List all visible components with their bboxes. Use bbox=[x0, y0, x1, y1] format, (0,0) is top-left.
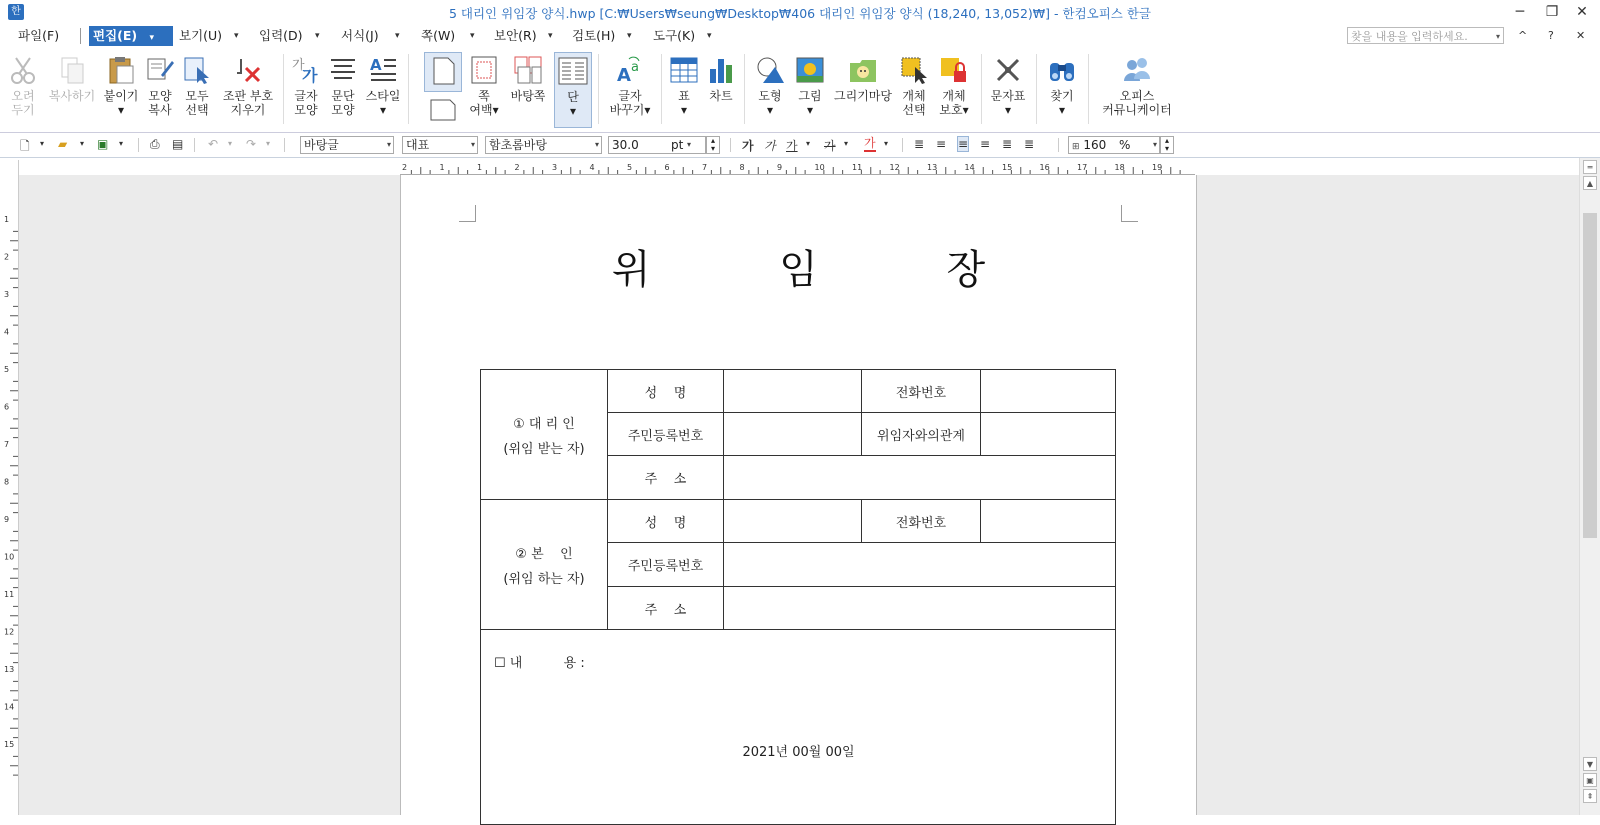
italic-button[interactable]: 가 bbox=[764, 139, 776, 153]
scroll-down-icon[interactable]: ▼ bbox=[1583, 757, 1597, 771]
vertical-ruler[interactable] bbox=[0, 160, 19, 815]
ruler-tick-label: 8 bbox=[4, 477, 10, 487]
ruler-tick-label: 14 bbox=[964, 163, 975, 172]
clipart-label: 그리기마당 bbox=[834, 89, 892, 103]
ruler-tick-label: 8 bbox=[739, 163, 745, 172]
svg-text:가: 가 bbox=[302, 66, 318, 85]
chevron-down-icon[interactable]: ▾ bbox=[1495, 32, 1500, 41]
cut-button[interactable] bbox=[4, 52, 42, 128]
svg-text:가: 가 bbox=[292, 58, 305, 73]
agent-phone-field[interactable] bbox=[981, 370, 1116, 413]
communicator-label-2: 커뮤니케이터 bbox=[1102, 103, 1172, 117]
chevron-down-icon[interactable]: ▾ bbox=[228, 139, 233, 148]
crop-mark bbox=[459, 205, 476, 222]
clear-marks-button[interactable] bbox=[220, 52, 276, 128]
chevron-down-icon[interactable]: ▾ bbox=[806, 139, 811, 148]
content-label: ☐ 내 용 : bbox=[494, 656, 585, 671]
columns-label: 단 bbox=[567, 90, 579, 104]
zoom-icon: ⊞ bbox=[1072, 142, 1080, 152]
scroll-split-icon[interactable]: ═ bbox=[1583, 160, 1597, 174]
style-label: 스타일 bbox=[365, 89, 401, 103]
menu-file[interactable]: 파일(F) bbox=[18, 28, 60, 43]
find-icon bbox=[1047, 55, 1077, 85]
master-page-button[interactable] bbox=[506, 52, 550, 128]
columns-button[interactable] bbox=[554, 52, 592, 128]
svg-text:a: a bbox=[631, 60, 639, 75]
chevron-down-icon[interactable]: ▾ bbox=[395, 31, 400, 41]
ribbon-separator bbox=[661, 54, 662, 124]
svg-text:A: A bbox=[617, 65, 631, 85]
clipart-button[interactable] bbox=[832, 52, 894, 128]
ruler-tick-label: 1 bbox=[477, 163, 483, 172]
strike-button[interactable]: 가 bbox=[824, 139, 836, 153]
font-select-value: 함초롬바탕 bbox=[489, 138, 547, 152]
communicator-icon bbox=[1122, 55, 1152, 85]
ribbon-separator bbox=[1088, 54, 1089, 124]
menu-bar bbox=[0, 24, 1600, 48]
name-label-cell[interactable]: 성 명 bbox=[608, 500, 724, 543]
ribbon-separator bbox=[408, 54, 409, 124]
char-shape-button[interactable] bbox=[290, 52, 322, 128]
ruler-tick-label: 18 bbox=[1114, 163, 1125, 172]
table-dropdown[interactable]: ▾ bbox=[680, 103, 688, 117]
format-painter-label-2: 복사 bbox=[148, 103, 172, 117]
master-page-icon bbox=[513, 55, 543, 85]
ruler-tick-label: 11 bbox=[4, 590, 15, 599]
paste-dropdown[interactable]: ▾ bbox=[117, 103, 125, 117]
date-line[interactable]: 2021년 00월 00일 bbox=[742, 745, 855, 760]
ribbon-separator bbox=[1036, 54, 1037, 124]
ruler-tick-label: 15 bbox=[4, 740, 15, 749]
format-painter-button[interactable] bbox=[144, 52, 176, 128]
chevron-down-icon[interactable]: ▾ bbox=[1152, 140, 1157, 149]
vertical-scrollbar[interactable] bbox=[1579, 158, 1600, 815]
clear-marks-label-1: 조판 부호 bbox=[222, 89, 274, 103]
find-button[interactable] bbox=[1044, 52, 1080, 128]
ruler-tick-label: 4 bbox=[4, 327, 10, 337]
menu-separator bbox=[80, 28, 81, 44]
font-color-button[interactable]: 가 bbox=[864, 136, 876, 150]
clear-marks-label-2: 지우기 bbox=[230, 103, 266, 117]
ruler-tick-label: 4 bbox=[589, 163, 595, 172]
agent-rrn-field[interactable] bbox=[724, 413, 862, 456]
chevron-down-icon[interactable]: ▾ bbox=[686, 140, 691, 149]
bold-button[interactable]: 가 bbox=[742, 139, 754, 153]
master-page-label: 바탕쪽 bbox=[510, 89, 546, 103]
page-view-icon[interactable]: ▣ bbox=[1583, 773, 1597, 787]
select-all-label-2: 선택 bbox=[185, 103, 209, 117]
style-select-value: 바탕글 bbox=[304, 138, 339, 152]
zoom-value: 160 bbox=[1083, 138, 1107, 152]
name-label-cell[interactable]: 성 명 bbox=[608, 370, 724, 413]
zoom-stepper[interactable]: ▴ ▾ bbox=[1160, 136, 1174, 154]
menu-view[interactable]: 보기(U) bbox=[179, 28, 223, 43]
document-title[interactable]: 위 임 장 bbox=[611, 247, 1044, 293]
shape-label: 도형 bbox=[758, 89, 782, 103]
ruler-tick-label: 13 bbox=[927, 163, 938, 172]
ruler-tick-label: 10 bbox=[4, 552, 15, 562]
align-distribute-icon[interactable]: ≣ bbox=[1002, 137, 1013, 151]
ruler-tick-label: 12 bbox=[4, 627, 15, 637]
chart-icon bbox=[706, 55, 736, 85]
chevron-down-icon[interactable]: ▾ bbox=[80, 139, 85, 148]
agent-address-field[interactable] bbox=[724, 456, 1116, 500]
menu-security[interactable]: 보안(R) bbox=[494, 28, 537, 43]
picture-dropdown[interactable]: ▾ bbox=[806, 103, 814, 117]
align-right-icon[interactable]: ≡ bbox=[980, 137, 991, 151]
underline-button[interactable]: 가 bbox=[786, 139, 798, 153]
menu-insert[interactable]: 입력(D) bbox=[259, 28, 303, 43]
chevron-down-icon[interactable]: ▾ bbox=[40, 139, 45, 148]
format-painter-icon bbox=[145, 55, 175, 85]
ribbon-separator bbox=[598, 54, 599, 124]
style-select[interactable] bbox=[300, 136, 394, 154]
find-dropdown[interactable]: ▾ bbox=[1058, 103, 1066, 117]
ruler-tick-label: 7 bbox=[4, 440, 10, 449]
style-dropdown[interactable]: ▾ bbox=[379, 103, 387, 117]
copy-label: 복사하기 bbox=[48, 89, 96, 103]
select-all-label-1: 모두 bbox=[185, 89, 209, 103]
para-shape-button[interactable] bbox=[327, 52, 359, 128]
chevron-down-icon[interactable]: ▾ bbox=[119, 139, 124, 148]
close-doc-icon[interactable]: ✕ bbox=[1576, 29, 1586, 42]
ruler-tick-label: 9 bbox=[777, 163, 783, 172]
relation-label-cell[interactable]: 위임자와의관계 bbox=[862, 413, 981, 456]
scroll-thumb[interactable] bbox=[1583, 213, 1597, 538]
page-icon bbox=[428, 56, 458, 86]
chevron-down-icon[interactable]: ▾ bbox=[266, 139, 271, 148]
clear-marks-icon bbox=[233, 55, 263, 85]
style-icon bbox=[368, 55, 398, 85]
columns-dropdown[interactable]: ▾ bbox=[569, 104, 577, 118]
object-select-button[interactable] bbox=[898, 52, 930, 128]
picture-label: 그림 bbox=[798, 89, 822, 103]
symbol-label: 문자표 bbox=[990, 89, 1026, 103]
principal-address-field[interactable] bbox=[724, 587, 1116, 630]
ruler-tick-label: 14 bbox=[4, 702, 15, 712]
select-all-button[interactable] bbox=[181, 52, 213, 128]
window-title: 5 대리인 위임장 양식.hwp [C:₩Users₩seung₩Desktop₩406 대리인 위임장 양식 (18,240, 13,052)₩] - 한컴오피스 한글 bbox=[448, 6, 1151, 21]
help-icon[interactable]: ? bbox=[1548, 29, 1554, 42]
picture-button[interactable] bbox=[792, 52, 828, 128]
para-shape-label-2: 모양 bbox=[331, 103, 355, 117]
menu-page[interactable]: 쪽(W) bbox=[421, 28, 456, 43]
svg-text:A: A bbox=[370, 56, 382, 74]
object-select-label-2: 선택 bbox=[902, 103, 926, 117]
page-setup-button[interactable] bbox=[424, 52, 462, 92]
align-center-icon[interactable]: ≡ bbox=[958, 137, 969, 151]
menu-tools[interactable]: 도구(K) bbox=[653, 28, 696, 43]
agent-label-cell[interactable] bbox=[481, 370, 608, 500]
chevron-down-icon[interactable]: ▾ bbox=[234, 31, 239, 41]
font-size-input[interactable] bbox=[608, 136, 706, 154]
address-label-cell[interactable]: 주 소 bbox=[608, 456, 724, 500]
replace-char-button[interactable] bbox=[606, 52, 654, 128]
restore-button[interactable]: ❐ bbox=[1545, 4, 1559, 20]
shape-dropdown[interactable]: ▾ bbox=[766, 103, 774, 117]
phone-label-cell[interactable]: 전화번호 bbox=[862, 500, 981, 543]
crop-mark bbox=[1121, 205, 1138, 222]
char-shape-label-2: 모양 bbox=[294, 103, 318, 117]
search-placeholder: 찾을 내용을 입력하세요. bbox=[1351, 30, 1468, 43]
replace-char-label-1: 글자 bbox=[618, 89, 642, 103]
toolbar-separator bbox=[730, 138, 731, 152]
chevron-down-icon[interactable]: ▾ bbox=[470, 140, 475, 149]
agent-relation-field[interactable] bbox=[981, 413, 1116, 456]
redo-icon[interactable]: ↷ bbox=[246, 137, 257, 151]
principal-label-2: (위임 하는 자) bbox=[503, 571, 585, 587]
rrn-label-cell[interactable]: 주민등록번호 bbox=[608, 543, 724, 587]
chevron-down-icon[interactable]: ▾ bbox=[548, 31, 553, 41]
ruler-tick-label: 3 bbox=[552, 163, 558, 172]
ruler-tick-label: 2 bbox=[4, 252, 10, 262]
ruler-tick-label: 16 bbox=[1039, 163, 1050, 172]
title-bar bbox=[0, 0, 1600, 24]
chevron-down-icon[interactable]: ▾ bbox=[627, 31, 632, 41]
char-shape-label-1: 글자 bbox=[294, 89, 318, 103]
para-shape-icon bbox=[328, 55, 358, 85]
font-size-value: 30.0 bbox=[612, 138, 639, 152]
select-all-icon bbox=[182, 55, 212, 85]
ruler-tick-label: 3 bbox=[4, 290, 10, 299]
ruler-tick-label: 5 bbox=[627, 163, 633, 172]
symbol-button[interactable] bbox=[988, 52, 1028, 128]
font-size-unit: pt bbox=[671, 138, 684, 152]
agent-label-2: (위임 받는 자) bbox=[503, 441, 585, 457]
chevron-down-icon[interactable]: ▾ bbox=[594, 140, 599, 149]
communicator-label-1: 오피스 bbox=[1119, 89, 1155, 103]
ribbon-collapse-icon[interactable]: ^ bbox=[1518, 29, 1528, 42]
object-select-icon bbox=[899, 55, 929, 85]
vertical-ruler-ticks bbox=[0, 160, 18, 815]
horizontal-ruler[interactable] bbox=[400, 160, 1195, 175]
ruler-tick-label: 9 bbox=[4, 515, 10, 524]
ruler-tick-label: 2 bbox=[402, 163, 408, 172]
toolbar-separator bbox=[138, 138, 139, 152]
ruler-tick-label: 6 bbox=[4, 402, 10, 412]
menu-review[interactable]: 검토(H) bbox=[572, 28, 616, 43]
object-protect-button[interactable] bbox=[936, 52, 972, 128]
paste-button[interactable] bbox=[102, 52, 140, 128]
style-button[interactable] bbox=[364, 52, 402, 128]
ruler-tick-label: 12 bbox=[889, 163, 900, 172]
page-landscape-icon bbox=[428, 96, 458, 122]
format-toolbar bbox=[0, 133, 1600, 158]
chevron-down-icon[interactable]: ▾ bbox=[844, 139, 849, 148]
new-doc-icon[interactable]: 🗋 bbox=[20, 139, 30, 153]
ruler-tick-label: 19 bbox=[1152, 163, 1163, 172]
menu-edit-label: 편집(E) bbox=[93, 28, 138, 43]
ruler-tick-label: 15 bbox=[1002, 163, 1013, 172]
margin-label-2[interactable]: 여백▾ bbox=[469, 103, 499, 117]
menu-format[interactable]: 서식(J) bbox=[341, 28, 379, 43]
search-input[interactable] bbox=[1347, 27, 1504, 44]
undo-icon[interactable]: ↶ bbox=[208, 137, 219, 151]
toolbar-separator bbox=[284, 138, 285, 152]
principal-label-1: ② 본 인 bbox=[515, 546, 573, 562]
columns-icon bbox=[558, 56, 588, 86]
principal-label-cell[interactable] bbox=[481, 500, 608, 630]
clipart-icon bbox=[848, 55, 878, 85]
font-size-stepper[interactable]: ▴ ▾ bbox=[706, 136, 720, 154]
page-orientation-button[interactable] bbox=[424, 96, 462, 126]
ruler-tick-label: 2 bbox=[514, 163, 520, 172]
font-lang-value: 대표 bbox=[406, 138, 430, 152]
agent-name-field[interactable] bbox=[724, 370, 862, 413]
align-justify-icon[interactable]: ≣ bbox=[914, 137, 925, 151]
chevron-down-icon[interactable]: ▾ bbox=[884, 139, 889, 148]
paste-icon bbox=[106, 55, 136, 85]
principal-rrn-field[interactable] bbox=[724, 543, 1116, 587]
scissors-icon bbox=[8, 55, 38, 85]
zoom-unit: % bbox=[1119, 138, 1131, 152]
menu-edit-chevron-icon: ▾ bbox=[149, 33, 155, 43]
ribbon-separator bbox=[981, 54, 982, 124]
object-protect-label-1: 개체 bbox=[942, 89, 966, 103]
scroll-up-icon[interactable]: ▲ bbox=[1583, 176, 1597, 190]
open-folder-icon[interactable]: ▰ bbox=[58, 137, 68, 151]
toolbar-separator bbox=[194, 138, 195, 152]
object-select-label-1: 개체 bbox=[902, 89, 926, 103]
para-shape-label-1: 문단 bbox=[331, 89, 355, 103]
find-label: 찾기 bbox=[1050, 89, 1074, 103]
chart-label: 차트 bbox=[709, 89, 733, 103]
phone-label-cell[interactable]: 전화번호 bbox=[862, 370, 981, 413]
char-shape-icon bbox=[291, 55, 321, 85]
format-painter-label-1: 모양 bbox=[148, 89, 172, 103]
margin-icon bbox=[469, 55, 499, 85]
save-icon[interactable]: ▣ bbox=[97, 137, 109, 151]
ruler-tick-label: 17 bbox=[1077, 163, 1088, 172]
hwp-app-icon[interactable]: 한 bbox=[8, 4, 24, 20]
chevron-down-icon[interactable]: ▾ bbox=[707, 31, 712, 41]
align-split-icon[interactable]: ≣ bbox=[1024, 137, 1035, 151]
table-button[interactable] bbox=[668, 52, 700, 128]
close-button[interactable]: ✕ bbox=[1576, 4, 1588, 20]
ruler-tick-label: 13 bbox=[4, 665, 15, 674]
ribbon-separator bbox=[283, 54, 284, 124]
replace-char-label-2[interactable]: 바꾸기▾ bbox=[609, 103, 651, 117]
chevron-down-icon[interactable]: ▾ bbox=[315, 31, 320, 41]
picture-icon bbox=[795, 55, 825, 85]
prev-page-icon[interactable]: ⇞ bbox=[1583, 789, 1597, 803]
ruler-tick-label: 6 bbox=[664, 163, 670, 172]
chart-button[interactable] bbox=[705, 52, 737, 128]
font-lang-select[interactable] bbox=[402, 136, 478, 154]
toolbar-separator bbox=[1058, 138, 1059, 152]
rrn-label-cell[interactable]: 주민등록번호 bbox=[608, 413, 724, 456]
object-protect-icon bbox=[939, 55, 969, 85]
copy-icon bbox=[57, 55, 87, 85]
align-left-icon[interactable]: ≡ bbox=[936, 137, 947, 151]
ruler-tick-label: 1 bbox=[4, 215, 10, 224]
ruler-tick-label: 7 bbox=[702, 163, 708, 172]
zoom-input[interactable] bbox=[1068, 136, 1160, 154]
table-icon bbox=[669, 55, 699, 85]
table-label: 표 bbox=[678, 89, 690, 103]
menu-edit[interactable] bbox=[89, 26, 173, 46]
paste-label: 붙이기 bbox=[103, 89, 139, 103]
cut-label-1: 오려 bbox=[11, 89, 35, 103]
toolbar-separator bbox=[902, 138, 903, 152]
font-select[interactable] bbox=[485, 136, 602, 154]
principal-phone-field[interactable] bbox=[981, 500, 1116, 543]
ribbon-toolbar bbox=[0, 48, 1600, 133]
object-protect-label-2[interactable]: 보호▾ bbox=[939, 103, 969, 117]
copy-button[interactable] bbox=[46, 52, 98, 128]
print-icon[interactable]: ⎙ bbox=[150, 137, 160, 151]
replace-char-icon bbox=[615, 55, 645, 85]
ruler-tick-label: 11 bbox=[852, 163, 863, 172]
margin-label-1: 쪽 bbox=[478, 89, 490, 103]
cut-label-2: 두기 bbox=[11, 103, 35, 117]
shape-icon bbox=[755, 55, 785, 85]
print-preview-icon[interactable]: ▤ bbox=[172, 137, 184, 151]
ribbon-separator bbox=[744, 54, 745, 124]
agent-label-1: ① 대 리 인 bbox=[513, 416, 575, 432]
chevron-down-icon[interactable]: ▾ bbox=[386, 140, 391, 149]
chevron-down-icon[interactable]: ▾ bbox=[470, 31, 475, 41]
address-label-cell[interactable]: 주 소 bbox=[608, 587, 724, 630]
ruler-tick-label: 5 bbox=[4, 365, 10, 374]
ruler-tick-label: 10 bbox=[814, 163, 825, 172]
page-margin-button[interactable] bbox=[466, 52, 502, 128]
shape-button[interactable] bbox=[752, 52, 788, 128]
symbol-icon bbox=[993, 55, 1023, 85]
horizontal-ruler-ticks bbox=[400, 160, 1195, 174]
minimize-button[interactable]: ─ bbox=[1515, 4, 1525, 20]
principal-name-field[interactable] bbox=[724, 500, 862, 543]
ruler-tick-label: 1 bbox=[439, 163, 445, 172]
symbol-dropdown[interactable]: ▾ bbox=[1004, 103, 1012, 117]
communicator-button[interactable] bbox=[1094, 52, 1180, 128]
